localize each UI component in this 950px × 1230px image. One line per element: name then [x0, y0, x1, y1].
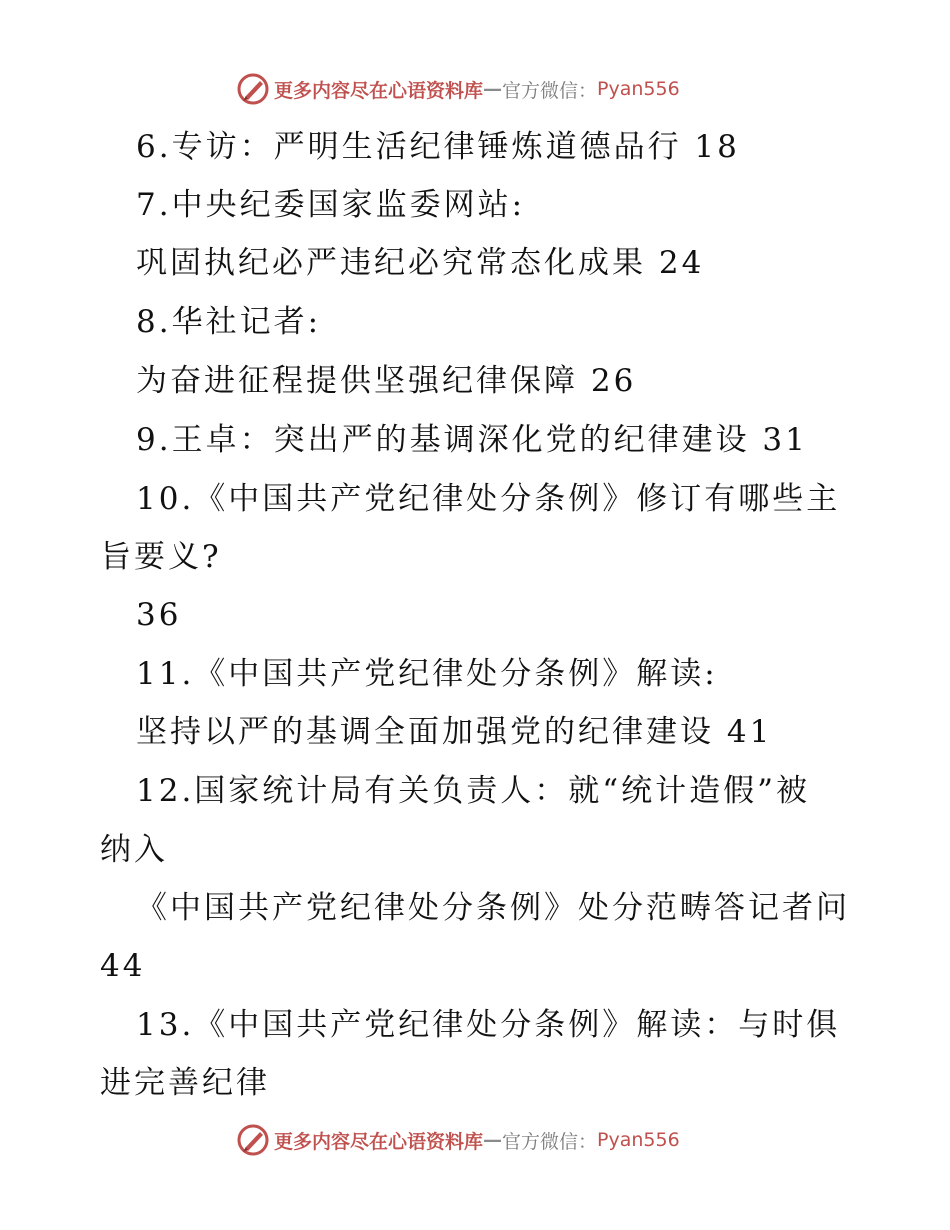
toc-line: 为奋进征程提供坚强纪律保障 26 [136, 363, 637, 399]
toc-line: 6.专访：严明生活纪律锤炼道德品行 18 [136, 129, 740, 165]
toc-line: 进完善纪律 [100, 1065, 270, 1101]
toc-line: 10.《中国共产党纪律处分条例》修订有哪些主 [136, 481, 841, 517]
toc-line: 巩固执纪必严违纪必究常态化成果 24 [136, 245, 705, 281]
toc-line: 坚持以严的基调全面加强党的纪律建设 41 [136, 714, 773, 750]
footer-watermark-banner [236, 1122, 680, 1158]
toc-line: 13.《中国共产党纪律处分条例》解读：与时俱 [136, 1007, 841, 1043]
footer-wechat-account: Pyan556 [597, 1129, 680, 1151]
pen-seal-logo-icon [236, 1123, 270, 1157]
footer-banner-text: 更多内容尽在心语资料库 [274, 1130, 484, 1153]
footer-wechat-label: 官方微信： [502, 1130, 598, 1153]
toc-line: 12.国家统计局有关负责人：就“统计造假”被 [136, 773, 810, 809]
toc-line: 《中国共产党纪律处分条例》处分范畴答记者问 [136, 890, 850, 926]
header-wechat-account: Pyan556 [597, 78, 680, 100]
toc-line: 44 [100, 948, 146, 984]
header-banner-dash: — [483, 78, 503, 100]
header-wechat-label: 官方微信： [502, 79, 598, 102]
toc-line: 36 [136, 597, 182, 633]
toc-line: 8.华社记者: [136, 304, 322, 340]
pen-seal-logo-icon [236, 72, 270, 106]
toc-line: 11.《中国共产党纪律处分条例》解读: [136, 656, 718, 692]
header-watermark-banner [236, 71, 680, 107]
header-banner-text: 更多内容尽在心语资料库 [274, 79, 484, 102]
toc-line: 7.中央纪委国家监委网站: [136, 187, 526, 223]
footer-banner-dash: — [483, 1129, 503, 1151]
toc-line: 9.王卓：突出严的基调深化党的纪律建设 31 [136, 422, 808, 458]
toc-line: 纳入 [100, 832, 168, 868]
toc-line: 旨要义? [100, 539, 222, 575]
